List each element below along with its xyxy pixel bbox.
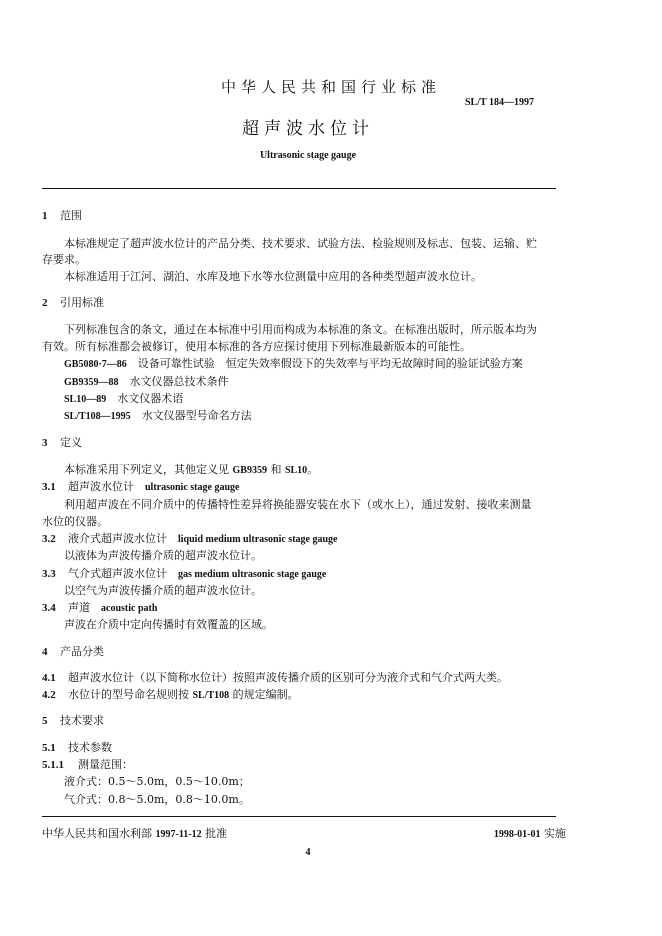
reference-code: SL10 — [284, 465, 308, 476]
section-4-heading — [42, 645, 104, 659]
standard-title: 中华人民共和国行业标准 — [220, 78, 441, 96]
definition-heading — [42, 532, 337, 547]
text-run: 批准 — [201, 827, 228, 840]
section-number: 5 — [42, 715, 48, 727]
standard-code: SL/T 184—1997 — [465, 97, 534, 108]
clause — [42, 688, 299, 703]
reference-code: SL10—89 — [64, 394, 107, 405]
reference-text: 水文仪器型号命名方法 — [141, 409, 252, 422]
document-title: 超声波水位计 — [242, 119, 374, 139]
definition-term-en: ultrasonic stage gauge — [145, 482, 240, 493]
clause — [42, 671, 508, 685]
reference-text: 设备可靠性试验 恒定失效率假设下的失效率与平均无故障时间的验证试验方案 — [137, 357, 523, 370]
subsection-heading — [42, 741, 112, 755]
reference-item — [64, 392, 183, 407]
section-2-heading — [42, 296, 104, 310]
clause-number: 4.2 — [42, 689, 56, 701]
section-title: 引用标准 — [60, 296, 104, 309]
clause-number: 3.2 — [42, 533, 56, 545]
text-run: 和 — [266, 463, 285, 476]
definition-term-en: liquid medium ultrasonic stage gauge — [178, 534, 338, 545]
section-number: 1 — [42, 210, 48, 222]
definition-term-en: acoustic path — [101, 603, 158, 614]
paragraph: 声波在介质中定向传播时有效覆盖的区域。 — [64, 618, 273, 631]
definition-heading — [42, 567, 326, 582]
text-run: 。 — [307, 463, 319, 476]
paragraph: 利用超声波在不同介质中的传播特性差异将换能器安装在水下（或水上），通过发射、接收来测量 — [64, 498, 532, 511]
section-1-heading — [42, 209, 82, 223]
paragraph: 有效。所有标准都会被修订，使用本标准的各方应探讨使用下列标准最新版本的可能性。 — [42, 340, 471, 353]
paragraph: 以液体为声波传播介质的超声波水位计。 — [64, 549, 262, 562]
english-title: Ultrasonic stage gauge — [259, 150, 357, 161]
clause-number: 3.3 — [42, 568, 56, 580]
definition-term-en: gas medium ultrasonic stage gauge — [178, 569, 327, 580]
paragraph: 以空气为声波传播介质的超声波水位计。 — [64, 584, 262, 597]
section-title: 范围 — [60, 209, 82, 222]
reference-text: 水文仪器总技术条件 — [129, 375, 229, 388]
definition-term: 气介式超声波水位计 — [68, 567, 167, 580]
reference-item — [64, 409, 252, 424]
reference-code: SL/T108—1995 — [64, 411, 131, 422]
reference-item — [64, 357, 523, 372]
reference-code: GB9359—88 — [64, 377, 119, 388]
subsubsection-title: 测量范围： — [78, 758, 133, 771]
clause-text: 水位计的型号命名规则按 — [68, 688, 193, 701]
footer-rule — [42, 816, 556, 817]
section-title: 产品分类 — [60, 645, 104, 658]
paragraph: 下列标准包含的条文，通过在本标准中引用而构成为本标准的条文。在标准出版时，所示版本均为 — [64, 323, 537, 336]
paragraph: 水位的仪器。 — [42, 515, 108, 528]
reference-code: SL/T108 — [192, 690, 230, 701]
reference-code: GB5080·7—86 — [64, 359, 127, 370]
definition-term: 声道 — [68, 601, 90, 614]
section-3-heading — [42, 436, 82, 450]
definition-term: 液介式超声波水位计 — [68, 532, 167, 545]
definition-heading — [42, 601, 157, 616]
page-number: 4 — [305, 847, 311, 858]
clause-number: 3.4 — [42, 602, 56, 614]
definition-term: 超声波水位计 — [68, 480, 134, 493]
section-title: 技术要求 — [60, 714, 104, 727]
clause-number: 5.1 — [42, 742, 56, 754]
subsection-title: 技术参数 — [68, 741, 112, 754]
definition-heading — [42, 480, 239, 495]
clause-number: 4.1 — [42, 672, 56, 684]
text-run: 本标准采用下列定义，其他定义见 — [64, 463, 233, 476]
approval-date: 1997-11-12 — [155, 829, 202, 840]
clause-text: 超声波水位计（以下简称水位计）按照声波传播介质的区别可分为液介式和气介式两大类。 — [68, 671, 508, 684]
approval-line — [42, 827, 227, 842]
section-number: 2 — [42, 297, 48, 309]
paragraph — [64, 463, 318, 478]
section-title: 定义 — [60, 436, 82, 449]
section-number: 3 — [42, 437, 48, 449]
implementation-date: 1998-01-01 — [493, 829, 541, 840]
subsubsection-heading — [42, 758, 133, 772]
range-gas: 气介式：0.8～5.0m，0.8～10.0m。 — [64, 793, 250, 806]
paragraph: 存要求。 — [42, 253, 86, 266]
clause-number: 5.1.1 — [42, 759, 64, 771]
section-5-heading — [42, 714, 104, 728]
header-rule — [42, 188, 556, 189]
implementation-line — [494, 827, 566, 842]
text-run: 实施 — [540, 827, 566, 840]
text-run: 中华人民共和国水利部 — [42, 827, 156, 840]
range-liquid: 液介式：0.5～5.0m，0.5～10.0m； — [64, 775, 250, 788]
paragraph: 本标准适用于江河、湖泊、水库及地下水等水位测量中应用的各种类型超声波水位计。 — [64, 270, 482, 283]
paragraph: 本标准规定了超声波水位计的产品分类、技术要求、试验方法、检验规则及标志、包装、运输、贮 — [64, 237, 537, 250]
section-number: 4 — [42, 646, 48, 658]
reference-code: GB9359 — [232, 465, 267, 476]
reference-item — [64, 375, 228, 390]
clause-number: 3.1 — [42, 481, 56, 493]
clause-text: 的规定编制。 — [229, 688, 299, 701]
reference-text: 水文仪器术语 — [117, 392, 184, 405]
